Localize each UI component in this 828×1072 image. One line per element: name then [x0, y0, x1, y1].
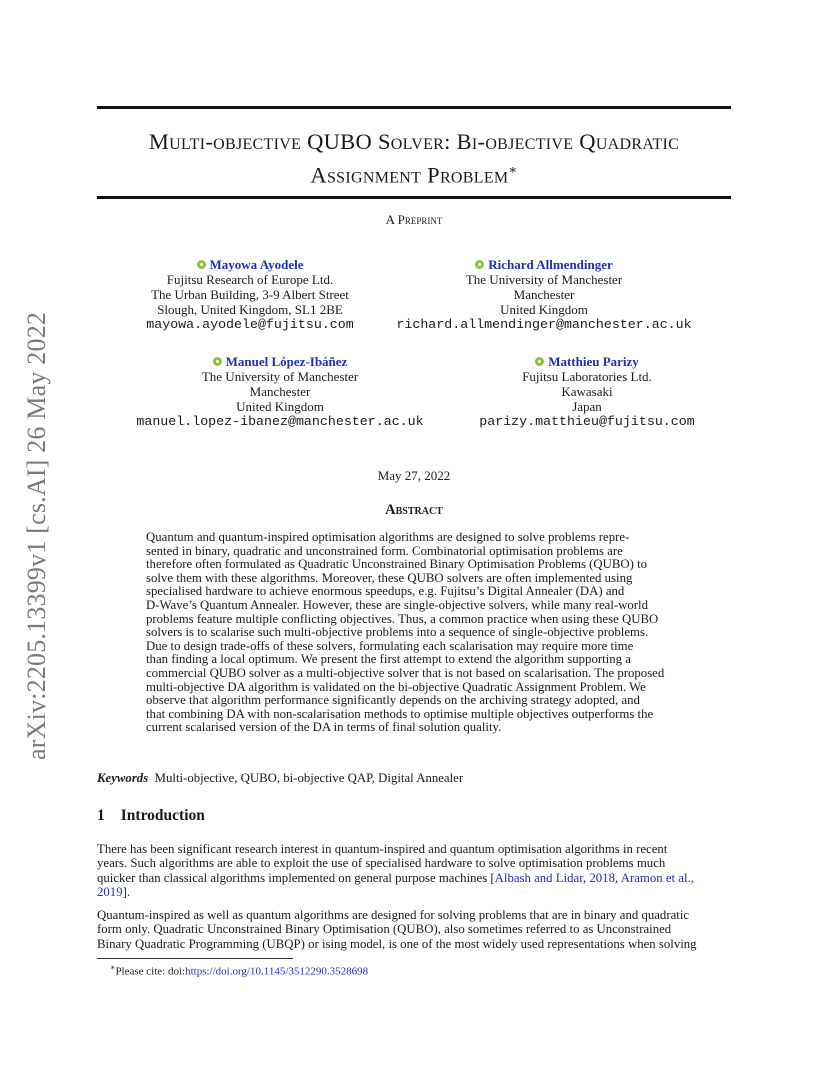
- abstract-line: than finding a local optimum. We present the first attempt to extend the algorithm supporting a: [146, 652, 631, 667]
- author-block-1: [100, 257, 400, 332]
- section-number: 1: [97, 807, 105, 824]
- title-footnote-mark: ∗: [508, 162, 518, 177]
- author-email-4[interactable]: parizy.matthieu@fujitsu.com: [479, 414, 695, 429]
- author-affiliation-line: Japan: [572, 399, 602, 414]
- author-affiliation-line: The University of Manchester: [465, 272, 623, 287]
- footnote-rule: [97, 958, 293, 959]
- abstract-line: problems feature multiple conflicting objectives. Thus, a common practice when using these QUBO: [146, 611, 659, 626]
- section-heading: [97, 807, 205, 825]
- citation-link[interactable]: 2019: [97, 885, 123, 900]
- paragraph-line: There has been significant research interest in quantum-inspired and quantum optimisation algorithms in recent: [97, 842, 668, 856]
- keywords-text: Multi-objective, QUBO, bi-objective QAP, Digital Annealer: [154, 771, 464, 785]
- author-affiliation-line: Fujitsu Laboratories Ltd.: [522, 369, 652, 384]
- intro-paragraph-1: [97, 842, 731, 900]
- abstract-line: observe that algorithm performance significantly depends on the archiving strategy adopted, and: [146, 693, 640, 708]
- author-affiliation-line: The University of Manchester: [201, 369, 359, 384]
- author-affiliation-line: Manchester: [249, 384, 311, 399]
- arxiv-stamp: arXiv:2205.13399v1 [cs.AI] 26 May 2022: [22, 311, 51, 760]
- orcid-icon[interactable]: [197, 260, 206, 269]
- abstract-line: solvers is to scalarise such multi-objective problems into a sequence of single-objective problems.: [146, 625, 649, 640]
- orcid-icon[interactable]: [213, 357, 222, 366]
- author-block-4: [458, 354, 716, 429]
- doi-link[interactable]: https://doi.org/10.1145/3512290.3528698: [185, 965, 369, 978]
- title-line-2: Assignment Problem∗: [310, 162, 518, 188]
- author-affiliation-line: Manchester: [513, 287, 575, 302]
- author-name-1[interactable]: Mayowa Ayodele: [209, 257, 304, 272]
- citation-link[interactable]: Albash and Lidar: [494, 870, 583, 885]
- abstract-body: [146, 531, 683, 735]
- orcid-icon[interactable]: [535, 357, 544, 366]
- abstract-line: D-Wave’s Quantum Annealer. However, these are single-objective solvers, while many real-world: [146, 597, 648, 612]
- author-affiliation-line: Slough, United Kingdom, SL1 2BE: [157, 302, 343, 317]
- author-affiliation-line: The Urban Building, 3-9 Albert Street: [151, 287, 349, 302]
- author-block-2: [372, 257, 716, 332]
- paper-date: May 27, 2022: [377, 468, 451, 483]
- paragraph-line: quicker than classical algorithms implemented on general purpose machines [Albash and Lidar, 2018, Aramon et al.,: [97, 870, 694, 885]
- paragraph-line: form only. Quadratic Unconstrained Binary Optimisation (QUBO), also sometimes referred to as Unconstrained: [97, 922, 672, 937]
- citation-link[interactable]: 2018: [589, 870, 615, 885]
- abstract-heading: Abstract: [385, 502, 443, 518]
- abstract-line: therefore often formulated as Quadratic Unconstrained Binary Optimisation Problems (QUBO) to: [146, 557, 648, 572]
- keywords-label: Keywords: [97, 771, 149, 785]
- keywords: [97, 771, 731, 786]
- author-name-3[interactable]: Manuel López-Ibáñez: [225, 354, 348, 369]
- citation-link[interactable]: Aramon et al.,: [620, 870, 694, 885]
- title-line-1: Multi-objective QUBO Solver: Bi-objective Quadratic: [148, 129, 680, 154]
- abstract-line: Due to design trade-offs of these solvers, formulating each scalarisation may require more time: [146, 638, 634, 653]
- abstract-line: sented in binary, quadratic and unconstrained form. Combinatorial optimisation problems are: [146, 543, 623, 558]
- paragraph-line: 2019].: [97, 885, 131, 900]
- footnote: [110, 963, 368, 978]
- author-email-1[interactable]: mayowa.ayodele@fujitsu.com: [146, 317, 354, 332]
- abstract-line: solve them with these algorithms. Moreover, these QUBO solvers are often implemented using: [146, 570, 633, 585]
- paper-title: [97, 128, 731, 190]
- abstract-line: specialised hardware to achieve enormous speedups, e.g. Fujitsu’s Digital Annealer (DA) and: [146, 584, 625, 599]
- paragraph-line: Binary Quadratic Programming (UBQP) or ising model, is one of the most widely used representations when solving: [97, 936, 697, 951]
- author-affiliation-line: United Kingdom: [500, 302, 588, 317]
- author-affiliation-line: Fujitsu Research of Europe Ltd.: [166, 272, 334, 287]
- intro-paragraph-2: [97, 908, 731, 951]
- author-email-2[interactable]: richard.allmendinger@manchester.ac.uk: [396, 317, 692, 332]
- paragraph-line: years. Such algorithms are able to exploit the use of specialised hardware to solve optimisation problems much: [97, 856, 666, 871]
- abstract-line: current scalarised version of the DA in terms of final solution quality.: [146, 720, 502, 735]
- author-name-4[interactable]: Matthieu Parizy: [548, 354, 639, 369]
- paragraph-line: Quantum-inspired as well as quantum algorithms are designed for solving problems that are in binary and quadratic: [97, 908, 690, 922]
- abstract-line: that combining DA with non-scalarisation methods to optimise multiple objectives outperforms the: [146, 706, 654, 721]
- title-top-rule: [97, 106, 731, 109]
- author-affiliation-line: United Kingdom: [236, 399, 324, 414]
- preprint-label: A Preprint: [385, 212, 443, 227]
- orcid-icon[interactable]: [475, 260, 484, 269]
- author-name-2[interactable]: Richard Allmendinger: [488, 257, 613, 272]
- section-title: Introduction: [120, 807, 205, 824]
- abstract-line: Quantum and quantum-inspired optimisation algorithms are designed to solve problems repre-: [146, 530, 630, 544]
- footnote-text: Please cite: doi:: [115, 965, 186, 978]
- title-bottom-rule: [97, 196, 731, 199]
- author-affiliation-line: Kawasaki: [561, 384, 613, 399]
- footnote-mark: ∗: [110, 963, 116, 972]
- abstract-line: multi-objective DA algorithm is validated on the bi-objective Quadratic Assignment Problem. We: [146, 679, 646, 694]
- abstract-line: commercial QUBO solver as a multi-objective solver that is not based on scalarisation. The proposed: [146, 665, 665, 680]
- author-block-3: [110, 354, 450, 429]
- author-email-3[interactable]: manuel.lopez-ibanez@manchester.ac.uk: [136, 414, 424, 429]
